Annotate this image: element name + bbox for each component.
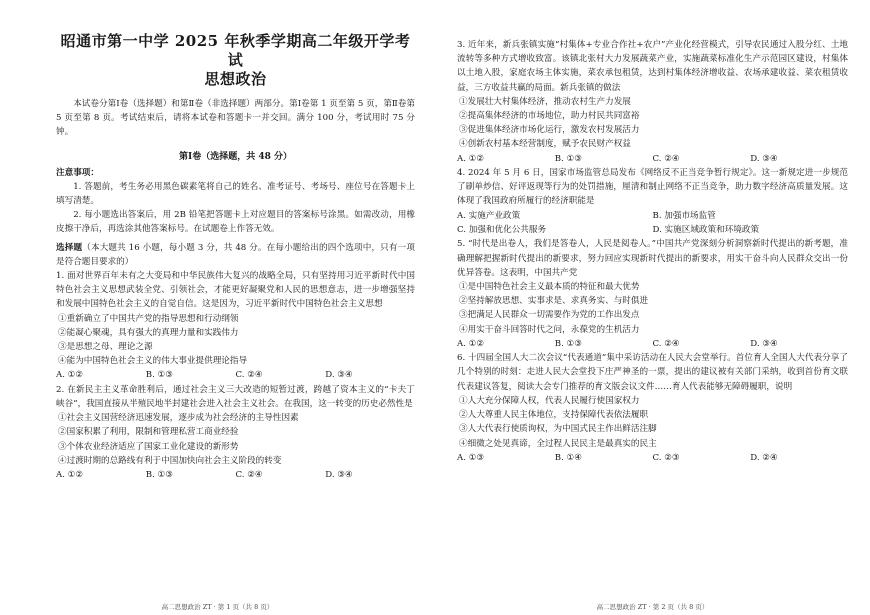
q2-option-3: ③个体农业经济适应了国家工业化建设的新形势 <box>58 441 239 452</box>
q3-choice-a: A. ①② <box>457 153 485 164</box>
note-2: 2. 每小题选出答案后，用 2B 铅笔把答题卡上对应题目的答案标号涂黑。如需改动，用橡皮擦干净后，再选涂其他答案标号。在试题卷上作答无效。 <box>56 210 415 235</box>
q5-option-4: ④用实干奋斗回答时代之问，永葆党的生机活力 <box>459 324 640 335</box>
q3-option-4: ④创新农村基本经营制度，赋予农民财产权益 <box>459 139 631 150</box>
q3-option-3: ③促进集体经济市场化运行，激发农村发展活力 <box>459 125 640 136</box>
q2-choice-b: B. ①③ <box>145 470 173 481</box>
q6-option-2: ②人大尊重人民主体地位，支持保障代表依法履职 <box>459 410 649 421</box>
q5-choice-c: C. ②④ <box>652 338 680 349</box>
q3-choice-b: B. ①③ <box>554 153 582 164</box>
q2-choices <box>56 468 415 482</box>
q2-choice-c: C. ②④ <box>235 470 263 481</box>
q1-choice-a: A. ①② <box>56 370 84 381</box>
q2-choice-d: D. ③④ <box>325 470 353 481</box>
q6-choice-b: B. ①④ <box>554 452 582 463</box>
q6-choice-d: D. ②④ <box>750 452 778 463</box>
q1-stem: 1. 面对世界百年未有之大变局和中华民族伟大复兴的战略全局，只有坚持用习近平新时代中国特色社会主义思想武装全党、引领社会，才能更好凝聚党和人民的思想意志，进一步增强坚持和发展中国特色社会主义的自觉自信。这是因为，习近平新时代中国特色社会主义思想 <box>56 271 415 310</box>
q1-option-1: ①重新确立了中国共产党的指导思想和行动纲领 <box>58 313 239 324</box>
q1-choice-d: D. ③④ <box>325 370 353 381</box>
exam-title: 昭通市第一中学 2025 年秋季学期高二年级开学考试 <box>60 32 411 69</box>
page-footer-left: 高二思想政治 ZT · 第 1 页（共 8 页） <box>161 603 274 611</box>
q1-option-3: ③是思想之母、理论之源 <box>58 342 153 353</box>
q2-choice-a: A. ①② <box>56 470 84 481</box>
mc-instructions <box>56 241 415 269</box>
q6-choice-c: C. ②③ <box>652 452 680 463</box>
q4-choice-c: C. 加强和优化公共服务 <box>457 225 547 236</box>
page-2 <box>435 0 870 615</box>
q2-option-4: ④过渡时期的总路线有利于中国加快向社会主义阶段的转变 <box>58 455 282 466</box>
q3-option-2: ②提高集体经济的市场地位，助力村民共同富裕 <box>459 111 640 122</box>
q5-choices <box>457 337 848 351</box>
q4-stem: 4. 2024 年 5 月 6 日，国家市场监管总局发布《网络反不正当竞争暂行规定》。这一新规定进一步规范了刷单炒信、好评返现等行为的处罚措施，厘清和制止网络不正当竞争，助力数字经济高质量发展。这体现了我国政府所履行的经济职能是 <box>457 168 848 207</box>
exam-intro: 本试卷分第Ⅰ卷（选择题）和第Ⅱ卷（非选择题）两部分。第Ⅰ卷第 1 页至第 5 页，第Ⅱ卷第 5 页至第 8 页。考试结束后，请将本试卷和答题卡一并交回。满分 100 分，考试用时 75 分钟。 <box>56 99 415 138</box>
q5-option-3: ③把满足人民群众一切需要作为党的工作出发点 <box>459 310 640 321</box>
q3-choices <box>457 152 848 166</box>
q5-stem: 5. “时代是出卷人，我们是答卷人，人民是阅卷人。”中国共产党深刻分析洞察新时代提出的新考题，准确理解把握新时代提出的新要求，努力回应实现新时代提出的新要求，用实干奋斗向人民群众交出一份优异答卷。这表明，中国共产党 <box>457 239 848 278</box>
notes-heading: 注意事项： <box>56 167 99 178</box>
q2-option-1: ①社会主义国营经济迅速发展，逐步成为社会经济的主导性因素 <box>58 413 299 424</box>
mc-text: （本大题共 16 小题，每小题 3 分，共 48 分。在每小题给出的四个选项中，只有一项是符合题目要求的） <box>56 242 415 267</box>
section-heading: 第Ⅰ卷（选择题，共 48 分） <box>178 151 292 162</box>
q3-option-1: ①发展壮大村集体经济，推动农村生产力发展 <box>459 96 631 107</box>
q5-choice-b: B. ①③ <box>554 338 582 349</box>
q6-option-3: ③人大代表行使质询权，为中国式民主作出鲜活注脚 <box>459 424 657 435</box>
q2-option-2: ②国家积累了利用，限制和管理私营工商业经验 <box>58 427 239 438</box>
q5-choice-d: D. ③④ <box>750 338 778 349</box>
note-1: 1. 答题前，考生务必用黑色碳素笔将自己的姓名、准考证号、考场号、座位号在答题卡上填写清楚。 <box>56 181 415 207</box>
q1-choices <box>56 368 415 382</box>
q4-choices <box>457 209 848 238</box>
q1-choice-b: B. ①③ <box>145 370 173 381</box>
q1-choice-c: C. ②④ <box>235 370 263 381</box>
q2-stem: 2. 在新民主主义革命胜利后，通过社会主义三大改造的短暂过渡，跨越了资本主义的“卡夫丁峡谷”，我国直接从半殖民地半封建社会进入社会主义社会。在我国，这一转变的历史必然性是 <box>56 384 415 410</box>
q5-option-1: ①是中国特色社会主义最本质的特征和最大优势 <box>459 282 640 293</box>
q3-choice-c: C. ②④ <box>652 153 680 164</box>
q1-option-2: ②能凝心聚魂，具有强大的真理力量和实践伟力 <box>58 327 239 338</box>
q4-choice-d: D. 实施区域政策和环境政策 <box>652 225 760 236</box>
q6-choice-a: A. ①③ <box>457 452 485 463</box>
q4-choice-a: A. 实施产业政策 <box>457 210 521 221</box>
q4-choice-b: B. 加强市场监管 <box>652 210 716 221</box>
mc-label: 选择题 <box>56 242 83 253</box>
q5-option-2: ②坚持解放思想、实事求是、求真务实、与时俱进 <box>459 296 649 307</box>
q6-option-1: ①人大充分保障人权，代表人民履行使国家权力 <box>459 395 640 406</box>
q5-choice-a: A. ①② <box>457 338 485 349</box>
q6-choices <box>457 451 848 465</box>
exam-subject: 思想政治 <box>204 70 267 88</box>
q3-choice-d: D. ③④ <box>750 153 778 164</box>
page-footer-right: 高二思想政治 ZT · 第 2 页（共 8 页） <box>596 603 709 611</box>
q6-stem: 6. 十四届全国人大二次会议“代表通道”集中采访活动在人民大会堂举行。首位育人全国人大代表分享了几个特别的时刻：走进人民大会堂投下庄严神圣的一票，提出的建议被有关部门采纳，收到首份育文联代表建议答复，阅读大会专门推荐的育文版会议文件……育人代表能够无障碍履职，说明 <box>457 353 848 392</box>
q3-stem: 3. 近年来，新兵张镇实施“村集体+专业合作社+农户”产业化经营模式，引导农民通过入股分红、土地流转等多种方式增收致富。该镇北张村大力发展蔬菜产业，实施蔬菜标准化生产示范园区建设，村集体以土地入股，家庭农场主体实施，菜农承包租赁，达到村集体经济增收益、农场承建收益、菜农租赁收益，三方收益共赢的局面。新兵张镇的做法 <box>457 40 848 93</box>
q6-option-4: ④细微之处见真谛，全过程人民民主是最真实的民主 <box>459 438 657 449</box>
q1-option-4: ④能为中国特色社会主义的伟大事业提供理论指导 <box>58 356 248 367</box>
